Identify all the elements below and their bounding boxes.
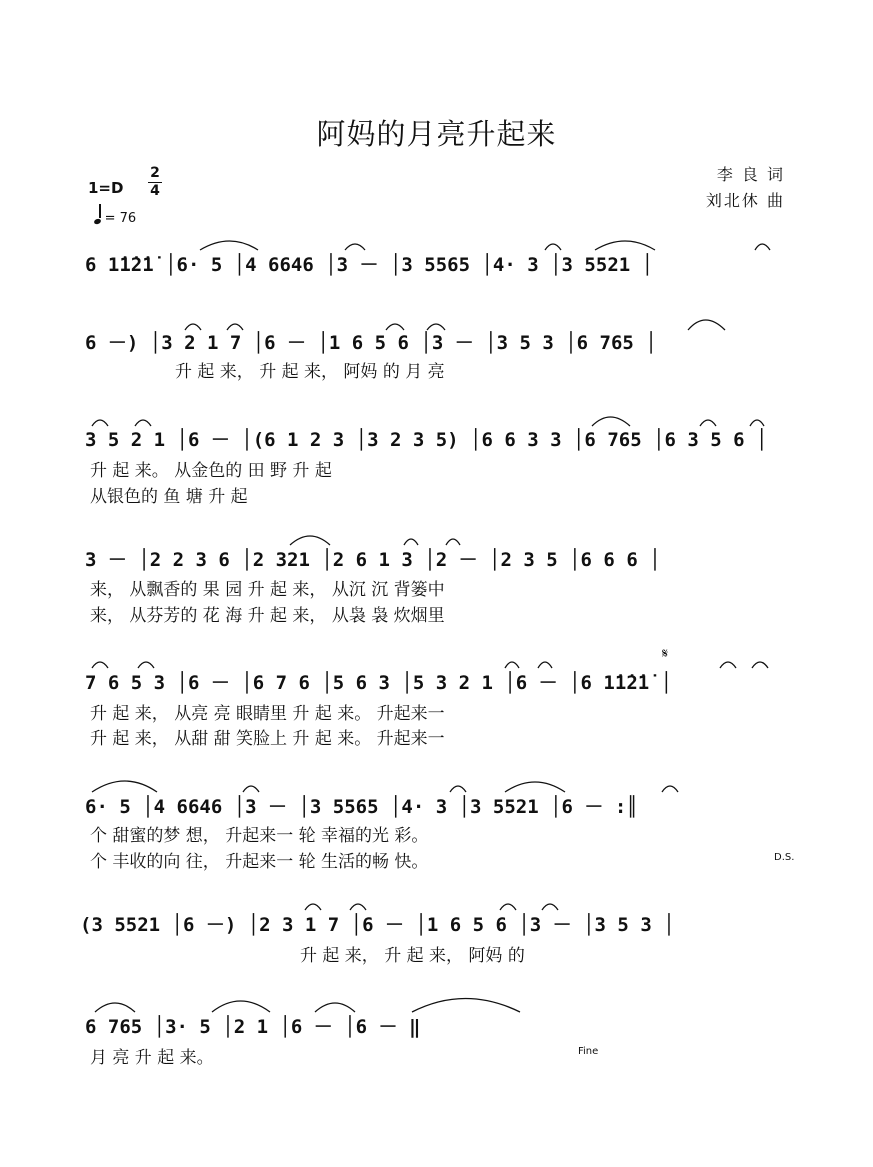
lyric-line-2a: 升 起 来， 升 起 来， 阿妈 的 月 亮 — [175, 362, 445, 382]
time-signature — [148, 166, 162, 199]
lyric-line-7a: 升 起 来， 升 起 来， 阿妈 的 — [300, 946, 525, 966]
staff-system-7: (3 5521 │6 －) │2 3 1 7 │6 － │1 6 5 6 │3 － │3 5 3 │ — [80, 914, 675, 936]
time-signature-top: 2 — [150, 165, 160, 181]
lyric-line-4a: 来， 从飘香的 果 园 升 起 来， 从沉 沉 背篓中 — [90, 580, 445, 600]
lyric-line-3a: 升 起 来。 从金色的 田 野 升 起 — [90, 461, 332, 481]
tempo-value: = 76 — [104, 211, 137, 226]
lyricist-credit: 李 良 词 — [716, 165, 785, 184]
lyric-line-6a: 个 甜蜜的梦 想， 升起来一 轮 幸福的光 彩。 — [90, 826, 429, 846]
staff-system-5: 7 6 5 3 │6 － │6 7 6 │5 6 3 │5 3 2 1 │6 － │6 1̇1̇2̇1̇ │ — [85, 672, 673, 694]
lyric-line-5a: 升 起 来， 从亮 亮 眼睛里 升 起 来。 升起来一 — [90, 704, 445, 724]
ds-marking: D.S. — [774, 852, 795, 863]
staff-system-4: 3 － │2 2 3 6 │2 321 │2 6 1 3 │2 － │2 3 5 │6 6 6 │ — [85, 549, 661, 571]
song-title: 阿妈的月亮升起来 — [316, 117, 557, 151]
staff-system-8: 6 765 │3· 5 │2 1 │6 － │6 － ‖ — [85, 1016, 421, 1038]
lyric-line-6b: 个 丰收的向 往， 升起来一 轮 生活的畅 快。 — [90, 852, 429, 872]
staff-system-1: 6 1̇1̇2̇1̇ │6· 5 │4 6646 │3 － │3 5565 │4· 3 │3 5521 │ — [85, 254, 654, 276]
fine-marking: Fine — [578, 1046, 599, 1057]
lyric-line-4b: 来， 从芬芳的 花 海 升 起 来， 从袅 袅 炊烟里 — [90, 606, 445, 626]
staff-system-2: 6 －) │3 2 1 7 │6 － │1 6 5 6 │3 － │3 5 3 │6 765 │ — [85, 332, 657, 354]
segno-sign: 𝄋 — [662, 646, 669, 662]
key-signature: 1=D — [88, 179, 124, 197]
time-signature-bottom: 4 — [150, 183, 160, 199]
staff-system-6: 6· 5 │4 6646 │3 － │3 5565 │4· 3 │3 5521 │6 － :║ — [85, 796, 638, 818]
tempo-marking — [94, 208, 136, 226]
lyric-line-8a: 月 亮 升 起 来。 — [90, 1048, 214, 1068]
lyric-line-3b: 从银色的 鱼 塘 升 起 — [90, 487, 248, 507]
composer-credit: 刘北休 曲 — [705, 191, 785, 210]
lyric-line-5b: 升 起 来， 从甜 甜 笑脸上 升 起 来。 升起来一 — [90, 729, 445, 749]
staff-system-3: 3 5 2 1 │6 － │(6 1 2 3 │3 2 3 5) │6 6 3 3 │6 765 │6 3 5 6 │ — [85, 429, 768, 451]
quarter-note-icon — [93, 218, 101, 225]
